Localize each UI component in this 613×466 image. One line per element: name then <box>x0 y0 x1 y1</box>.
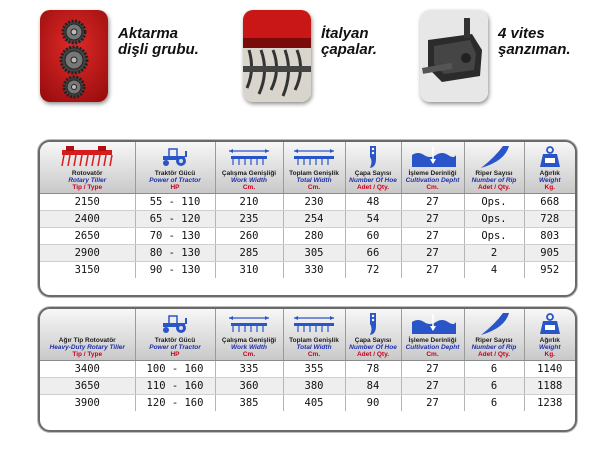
cell-tractor-power: 65 - 120 <box>135 211 215 228</box>
weight-icon <box>526 310 575 337</box>
cell-work-width: 260 <box>215 228 283 245</box>
table-row <box>40 378 575 395</box>
gearbox-caption: 4 vites şanzıman. <box>498 25 571 58</box>
col-header-work-width: Çalışma Genişliği Work Width Cm. <box>215 309 283 361</box>
cell-ripper-count: 2 <box>464 245 524 262</box>
cell-depth: 27 <box>401 211 464 228</box>
cell-depth: 27 <box>401 245 464 262</box>
italian-hoes-caption: İtalyan çapalar. <box>321 25 377 58</box>
cell-type: 3150 <box>40 262 135 279</box>
cell-total-width: 230 <box>283 194 345 211</box>
cell-ripper-count: 6 <box>464 378 524 395</box>
cell-type: 3400 <box>40 361 135 378</box>
cell-hoe-count: 60 <box>345 228 401 245</box>
cell-weight: 1140 <box>524 361 575 378</box>
cell-ripper-count: Ops. <box>464 211 524 228</box>
col-header-type: Rotovatör Rotary Tiller Tip / Type <box>40 142 135 194</box>
col-header-hoe-count: Çapa Sayısı Number Of Hoe Adet / Qty. <box>345 309 401 361</box>
col-header-type: Ağır Tip Rotovatör Heavy-Duty Rotary Tiller Tip / Type <box>40 309 135 361</box>
cell-ripper-count: 6 <box>464 395 524 412</box>
col-header-tractor-power: Traktör Gücü Power of Tractor HP <box>135 142 215 194</box>
cell-total-width: 405 <box>283 395 345 412</box>
gearbox-photo <box>420 10 488 102</box>
cell-depth: 27 <box>401 395 464 412</box>
cell-work-width: 310 <box>215 262 283 279</box>
col-header-work-width: Çalışma Genişliği Work Width Cm. <box>215 142 283 194</box>
cell-tractor-power: 80 - 130 <box>135 245 215 262</box>
cell-type: 2400 <box>40 211 135 228</box>
cell-ripper-count: Ops. <box>464 194 524 211</box>
cell-hoe-count: 84 <box>345 378 401 395</box>
col-header-hoe-count: Çapa Sayısı Number Of Hoe Adet / Qty. <box>345 142 401 194</box>
cell-depth: 27 <box>401 228 464 245</box>
work-width-icon <box>217 310 282 337</box>
cell-type: 3900 <box>40 395 135 412</box>
cell-weight: 728 <box>524 211 575 228</box>
tractor-icon <box>137 310 214 337</box>
italian-hoes-photo <box>243 10 311 102</box>
cell-work-width: 285 <box>215 245 283 262</box>
cell-tractor-power: 70 - 130 <box>135 228 215 245</box>
cell-hoe-count: 90 <box>345 395 401 412</box>
cell-depth: 27 <box>401 361 464 378</box>
cell-total-width: 280 <box>283 228 345 245</box>
cultivation-depth-icon <box>403 143 463 170</box>
cell-weight: 1238 <box>537 397 563 409</box>
col-header-ripper-count: Riper Sayısı Number of Rip Adet / Qty. <box>464 309 524 361</box>
cell-ripper-count: 4 <box>464 262 524 279</box>
col-header-cultivation-depth: İşleme Derinliği Cultivation Depht Cm. <box>401 309 464 361</box>
table-row <box>40 262 575 279</box>
cell-tractor-power: 120 - 160 <box>135 395 215 412</box>
cell-hoe-count: 48 <box>345 194 401 211</box>
cell-hoe-count: 78 <box>345 361 401 378</box>
cell-total-width: 355 <box>283 361 345 378</box>
cell-tractor-power: 100 - 160 <box>135 361 215 378</box>
cell-depth: 27 <box>401 262 464 279</box>
col-header-tractor-power: Traktör Gücü Power of Tractor HP <box>135 309 215 361</box>
cell-weight: 1188 <box>524 378 575 395</box>
col-header-weight: Ağırlık Weight Kg. <box>524 309 575 361</box>
cell-tractor-power: 110 - 160 <box>135 378 215 395</box>
cell-hoe-count: 72 <box>345 262 401 279</box>
cell-total-width: 330 <box>283 262 345 279</box>
cell-work-width: 385 <box>215 395 283 412</box>
table-row <box>40 395 575 412</box>
cell-tractor-power: 55 - 110 <box>135 194 215 211</box>
cell-total-width: 380 <box>283 378 345 395</box>
cell-tractor-power: 90 - 130 <box>135 262 215 279</box>
rotary-tiller-table <box>40 142 575 278</box>
cell-work-width: 335 <box>215 361 283 378</box>
col-header-total-width: Toplam Genişlik Total Width Cm. <box>283 142 345 194</box>
cell-type: 2900 <box>40 245 135 262</box>
gear-group-caption: Aktarma dişli grubu. <box>118 25 199 58</box>
col-header-cultivation-depth: İşleme Derinliği Cultivation Depht Cm. <box>401 142 464 194</box>
table-row <box>40 211 575 228</box>
gear-group-photo <box>40 10 108 102</box>
weight-icon <box>526 143 575 170</box>
cell-ripper-count: 6 <box>464 361 524 378</box>
cell-work-width: 235 <box>215 211 283 228</box>
cell-work-width: 360 <box>215 378 283 395</box>
ripper-icon <box>466 310 523 337</box>
table-row <box>40 245 575 262</box>
total-width-icon <box>285 143 344 170</box>
cell-type: 2650 <box>40 228 135 245</box>
rotary-tiller-table-panel <box>38 140 577 297</box>
hoe-blade-icon <box>347 310 400 337</box>
cell-type: 2150 <box>40 194 135 211</box>
ripper-icon <box>466 143 523 170</box>
cell-type: 3650 <box>40 378 135 395</box>
cell-ripper-count: Ops. <box>464 228 524 245</box>
cell-work-width: 210 <box>215 194 283 211</box>
cell-depth: 27 <box>401 194 464 211</box>
col-header-weight: Ağırlık Weight Kg. <box>524 142 575 194</box>
heavy-duty-tiller-table-panel <box>38 307 577 432</box>
cell-hoe-count: 54 <box>345 211 401 228</box>
heavy-duty-tiller-table <box>40 309 575 411</box>
cell-total-width: 305 <box>283 245 345 262</box>
cell-weight: 668 <box>524 194 575 211</box>
cell-hoe-count: 66 <box>345 245 401 262</box>
cell-weight: 803 <box>524 228 575 245</box>
total-width-icon <box>285 310 344 337</box>
col-header-ripper-count: Riper Sayısı Number of Rip Adet / Qty. <box>464 142 524 194</box>
work-width-icon <box>217 143 282 170</box>
cultivation-depth-icon <box>403 310 463 337</box>
hoe-blade-icon <box>347 143 400 170</box>
cell-weight: 952 <box>540 264 560 276</box>
cell-weight: 905 <box>524 245 575 262</box>
col-header-total-width: Toplam Genişlik Total Width Cm. <box>283 309 345 361</box>
table-row <box>40 194 575 211</box>
table-row <box>40 228 575 245</box>
tractor-icon <box>137 143 214 170</box>
table-row <box>40 361 575 378</box>
rotary-tiller-icon <box>41 143 134 170</box>
cell-depth: 27 <box>401 378 464 395</box>
cell-total-width: 254 <box>283 211 345 228</box>
